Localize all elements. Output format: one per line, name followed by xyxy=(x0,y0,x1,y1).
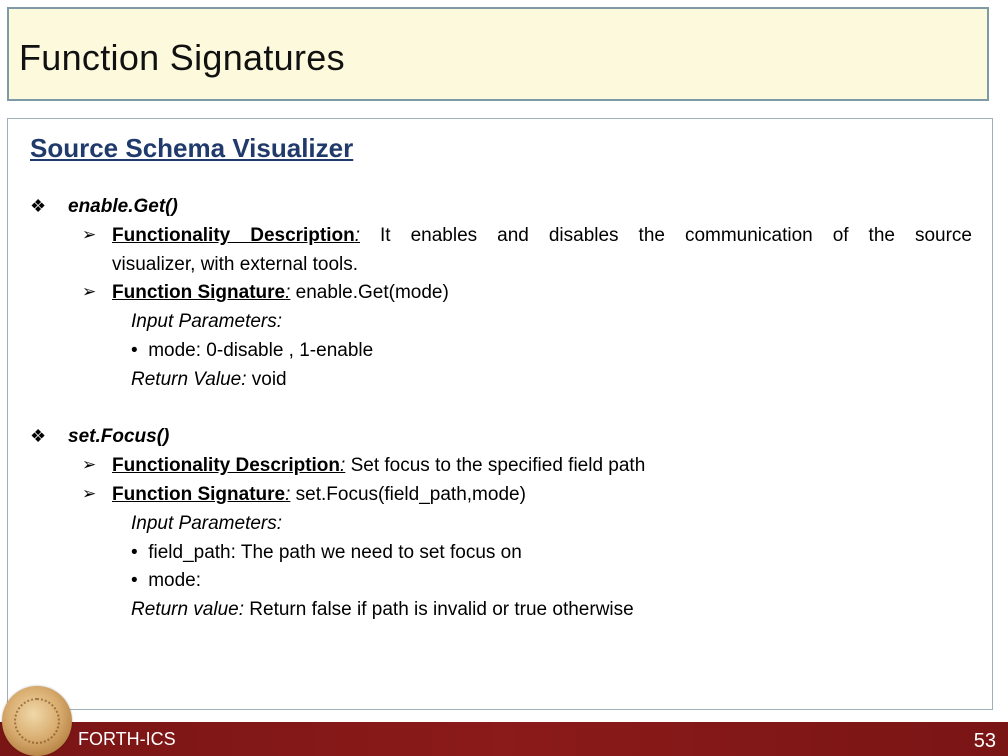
bullet-icon: • xyxy=(131,542,138,563)
functionality-text-continued: visualizer, with external tools. xyxy=(112,254,359,275)
signature-value: enable.Get(mode) xyxy=(295,282,449,303)
return-line xyxy=(131,368,287,392)
slide-title: Function Signatures xyxy=(19,37,345,78)
seal-ring xyxy=(14,698,60,744)
signature-line xyxy=(112,281,449,305)
functionality-text: Set focus to the specified field path xyxy=(350,455,646,476)
arrow-bullet-icon: ➢ xyxy=(82,225,97,244)
signature-line xyxy=(112,483,526,507)
return-line xyxy=(131,598,634,622)
functionality-label: Functionality Description xyxy=(112,225,355,246)
label-colon: : xyxy=(285,282,291,303)
function-name: set.Focus() xyxy=(68,426,170,447)
bullet-icon: • xyxy=(131,570,138,591)
param-text: mode: 0-disable , 1-enable xyxy=(148,340,374,361)
diamond-bullet-icon: ❖ xyxy=(30,426,47,446)
arrow-bullet-icon: ➢ xyxy=(82,282,97,301)
footer-org: FORTH-ICS xyxy=(78,729,176,749)
param-text: mode: xyxy=(148,570,202,591)
param-text: field_path: The path we need to set focus on xyxy=(148,542,522,563)
return-label: Return Value: xyxy=(131,369,247,390)
function-name: enable.Get() xyxy=(68,196,178,217)
signature-label: Function Signature xyxy=(112,282,286,303)
diamond-bullet-icon: ❖ xyxy=(30,196,47,216)
functionality-label: Functionality Description xyxy=(112,455,341,476)
signature-label: Function Signature xyxy=(112,484,286,505)
section-heading: Source Schema Visualizer xyxy=(30,133,354,163)
input-parameters-label: Input Parameters: xyxy=(131,311,283,332)
param-item xyxy=(131,541,522,565)
return-label: Return value: xyxy=(131,599,245,620)
bullet-icon: • xyxy=(131,340,138,361)
arrow-bullet-icon: ➢ xyxy=(82,455,97,474)
signature-value: set.Focus(field_path,mode) xyxy=(295,484,526,505)
label-colon: : xyxy=(285,484,291,505)
page-number: 53 xyxy=(973,730,996,752)
input-parameters-label: Input Parameters: xyxy=(131,513,283,534)
return-value: void xyxy=(251,369,287,390)
label-colon: : xyxy=(354,225,361,246)
functionality-text: It enables and disables the communication of the source xyxy=(380,225,972,246)
title-box xyxy=(7,7,989,101)
label-colon: : xyxy=(340,455,346,476)
return-value: Return false if path is invalid or true otherwise xyxy=(249,599,634,620)
arrow-bullet-icon: ➢ xyxy=(82,484,97,503)
functionality-line xyxy=(112,224,972,248)
university-seal-logo xyxy=(2,686,72,756)
param-item xyxy=(131,339,373,363)
param-item xyxy=(131,569,201,593)
footer-bar xyxy=(0,722,1008,756)
functionality-line xyxy=(112,454,645,478)
